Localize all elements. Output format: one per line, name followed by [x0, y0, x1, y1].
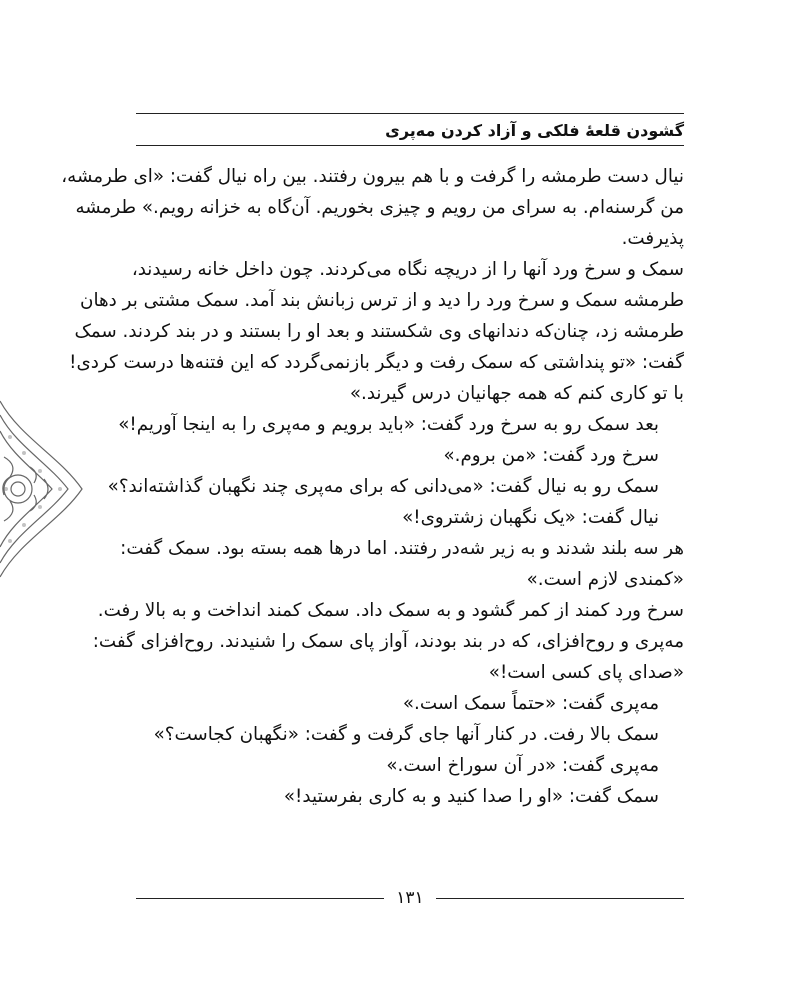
text-line: نیال گفت: «یک نگهبان زشتروی!»	[402, 507, 659, 528]
text-line: پذیرفت.	[621, 228, 684, 249]
text-line: من گرسنه‌ام. به سرای من رویم و چیزی بخوریم. آن‌گاه به خزانه رویم.» طرمشه	[75, 197, 684, 218]
text-line: سرخ ورد کمند از کمر گشود و به سمک داد. سمک کمند انداخت و به بالا رفت.	[97, 600, 684, 621]
text-line: سمک و سرخ ورد آنها را از دریچه نگاه می‌کردند. چون داخل خانه رسیدند،	[131, 259, 684, 280]
text-line: گفت: «تو پنداشتی که سمک رفت و دیگر بازنمی‌گردد که این فتنه‌ها درست کردی!	[69, 352, 684, 373]
page-number: ۱۳۱	[396, 888, 424, 908]
text-line: طرمشه سمک و سرخ ورد را دید و از ترس زبانش بند آمد. سمک مشتی بر دهان	[80, 290, 684, 311]
arabesque-medallion-icon	[0, 397, 84, 581]
text-line: سمک رو به نیال گفت: «می‌دانی که برای مه‌پری چند نگهبان گذاشته‌اند؟»	[107, 476, 659, 497]
body-text	[61, 161, 684, 812]
text-line: «کمندی لازم است.»	[526, 569, 684, 590]
text-line: نیال دست طرمشه را گرفت و با هم بیرون رفتند. بین راه نیال گفت: «ای طرمشه،	[61, 166, 684, 187]
text-line: مه‌پری گفت: «در آن سوراخ است.»	[386, 755, 659, 776]
text-line: مه‌پری و روح‌افزای، که در بند بودند، آواز پای سمک را شنیدند. روح‌افزای گفت:	[92, 631, 684, 652]
page-footer	[136, 888, 684, 908]
text-line: سرخ ورد گفت: «من بروم.»	[443, 445, 659, 466]
text-line: مه‌پری گفت: «حتماً سمک است.»	[402, 693, 659, 714]
text-line: هر سه بلند شدند و به زیر شه‌در رفتند. اما درها همه بسته بود. سمک گفت:	[120, 538, 684, 559]
text-line: با تو کاری کنم که همه جهانیان درس گیرند.»	[349, 383, 684, 404]
text-line: سمک بالا رفت. در کنار آنها جای گرفت و گفت: «نگهبان کجاست؟»	[153, 724, 659, 745]
text-line: طرمشه زد، چنان‌که دندانهای وی شکستند و بعد او را بستند و در بند کردند. سمک	[74, 321, 684, 342]
header-rule-top	[136, 113, 684, 114]
running-head: گشودن قلعهٔ فلکی و آزاد کردن مه‌پری	[385, 121, 684, 140]
text-line: بعد سمک رو به سرخ ورد گفت: «باید برویم و مه‌پری را به اینجا آوریم!»	[118, 414, 659, 435]
footer-rule-right	[436, 898, 684, 899]
text-line: «صدای پای کسی است!»	[488, 662, 684, 683]
header-rule-bottom	[136, 145, 684, 146]
text-line: سمک گفت: «او را صدا کنید و به کاری بفرستید!»	[283, 786, 659, 807]
ornament	[0, 397, 84, 581]
